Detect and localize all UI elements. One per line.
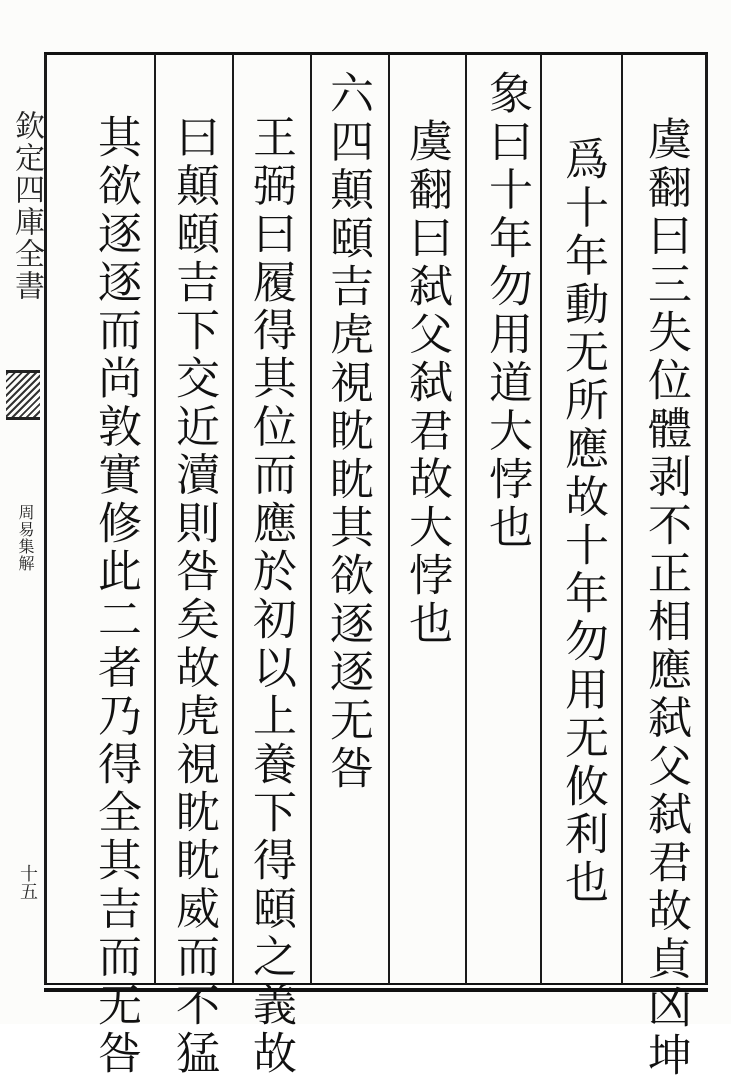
text-column-5	[322, 70, 372, 793]
column-text: 其欲逐逐而尚敦實修此二者乃得全其吉而无咎	[90, 114, 141, 1078]
text-frame	[44, 52, 708, 1080]
text-column-4	[401, 118, 451, 648]
collection-title: 欽定四庫全書	[9, 110, 44, 302]
column-text: 虞翻曰三失位體剥不正相應弑父弑君故貞凶坤	[640, 116, 691, 1080]
book-title: 周易集解	[16, 504, 35, 572]
text-column-7	[168, 114, 218, 1078]
column-text: 象曰十年勿用道大悖也	[481, 70, 532, 552]
text-column-1	[640, 116, 690, 1080]
column-text: 六四顛頤吉虎視眈眈其欲逐逐无咎	[322, 70, 373, 793]
column-text: 爲十年動无所應故十年勿用无攸利也	[557, 136, 608, 908]
page-margin	[0, 52, 42, 992]
text-column-6	[245, 114, 295, 1078]
text-column-2	[557, 136, 607, 907]
fishtail-mark	[6, 370, 40, 420]
text-column-3	[481, 70, 531, 552]
column-text: 曰顛頤吉下交近瀆則咎矣故虎視眈眈威而不猛	[168, 114, 219, 1078]
column-text: 虞翻曰弑父弑君故大悖也	[401, 118, 452, 649]
column-text: 王弼曰履得其位而應於初以上養下得頤之義故	[245, 114, 296, 1078]
text-column-8	[90, 114, 140, 1078]
page-number: 十五	[17, 864, 38, 900]
